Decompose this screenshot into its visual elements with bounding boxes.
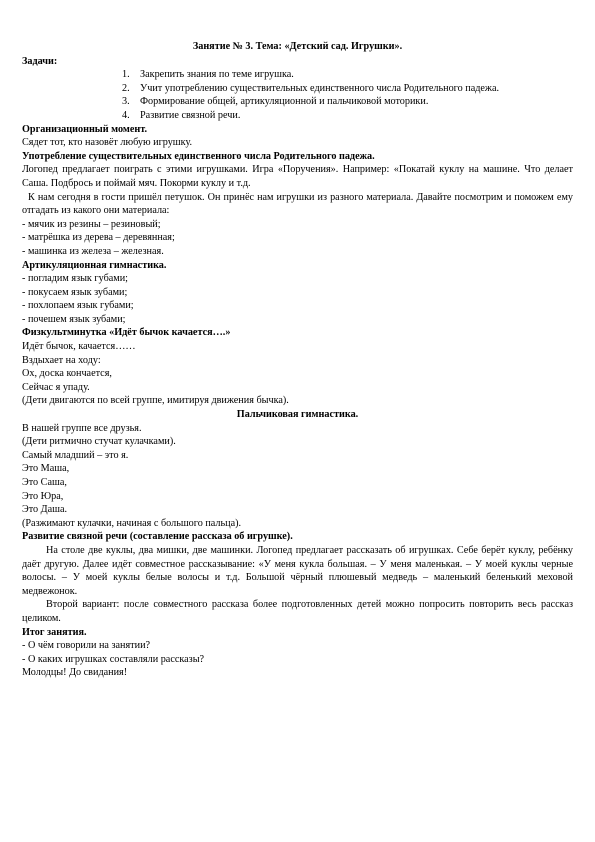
rooster-text: К нам сегодня в гости пришёл петушок. Он принёс нам игрушки из разного материала. Давайте посмотрим и поможем ему отгадать из какого они материала:: [22, 191, 573, 217]
poem-line: (Дети ритмично стучат кулачками).: [22, 436, 176, 448]
list-text: Закрепить знания по теме игрушка.: [140, 69, 294, 81]
artic-item: - погладим язык губами;: [22, 273, 129, 285]
finger-heading: Пальчиковая гимнастика.: [236, 409, 359, 421]
variant-text: Второй вариант: после совместного рассказа более подготовленных детей можно попросить повторить весь рассказ целиком.: [22, 599, 573, 624]
genitive-text: Логопед предлагает поиграть с этими игрушками. Игра «Поручения». Например: «Покатай куклу на машине. Что делает Саша. Подбрось и поймай мяч. Покорми куклу и т.д.: [22, 164, 573, 189]
list-text: Формирование общей, артикуляционной и пальчиковой моторики.: [140, 96, 429, 108]
poem-line: (Разжимают кулачки, начиная с большого пальца).: [22, 517, 242, 529]
poem-line: Идёт бычок, качается……: [22, 341, 136, 353]
summary-heading: Итог занятия.: [22, 626, 87, 638]
poem-line: Это Саша,: [22, 477, 67, 488]
artic-item: - почешем язык зубами;: [22, 313, 126, 325]
poem-line: Это Маша,: [22, 463, 70, 475]
fizm-heading: Физкультминутка «Идёт бычок качается….»: [22, 327, 231, 339]
tasks-heading: Задачи:: [22, 55, 58, 67]
artic-heading: Артикуляционная гимнастика.: [22, 259, 167, 271]
summary-line: Молодцы! До свидания!: [22, 667, 128, 679]
list-text: Учит употреблению существительных единственного числа Родительного падежа.: [140, 82, 500, 94]
org-heading: Организационный момент.: [22, 123, 147, 135]
list-number: 2.: [122, 82, 130, 94]
material-item: - машинка из железа – железная.: [22, 245, 164, 257]
list-number: 3.: [122, 96, 130, 108]
list-item: [122, 109, 573, 123]
genitive-heading: Употребление существительных единственного числа Родительного падежа.: [22, 150, 375, 162]
poem-line: В нашей группе все друзья.: [22, 422, 142, 434]
poem-line: Это Даша.: [22, 504, 68, 516]
list-item: [122, 95, 573, 109]
tasks-list: [22, 68, 573, 122]
summary-line: - О чём говорили на занятии?: [22, 640, 151, 652]
org-text: Сядет тот, кто назовёт любую игрушку.: [22, 137, 193, 149]
poem-line: Ох, доска кончается,: [22, 368, 112, 380]
poem-line: Вздыхает на ходу:: [22, 354, 101, 366]
artic-item: - похлопаем язык губами;: [22, 300, 134, 312]
poem-line: Это Юра,: [22, 490, 64, 502]
speech-text: На столе две куклы, два мишки, две машинки. Логопед предлагает рассказать об игрушках. Себе берёт куклу, ребёнку даёт другую. Далее идёт совместное рассказывание: «У меня кукла большая. – У меня маленькая. – У моей куклы черные волосы. – У моей куклы белые волосы и т.д. Большой чёрный плюшевый медведь – маленький беленький меховой медвежонок.: [22, 544, 573, 597]
artic-item: - покусаем язык зубами;: [22, 286, 128, 298]
material-item: - мячик из резины – резиновый;: [22, 218, 161, 230]
material-item: - матрёшка из дерева – деревянная;: [22, 232, 175, 244]
poem-line: Сейчас я упаду.: [22, 381, 90, 393]
list-number: 1.: [122, 69, 130, 81]
summary-line: - О каких игрушках составляли рассказы?: [22, 653, 205, 665]
list-item: [122, 82, 573, 96]
speech-heading: Развитие связной речи (составление рассказа об игрушке).: [22, 531, 293, 543]
list-number: 4.: [122, 109, 130, 121]
lesson-title: Занятие № 3. Тема: «Детский сад. Игрушки».: [192, 41, 403, 52]
list-text: Развитие связной речи.: [140, 109, 241, 121]
poem-line: Самый младший – это я.: [22, 449, 129, 461]
list-item: [122, 68, 573, 82]
poem-line: (Дети двигаются по всей группе, имитируя движения бычка).: [22, 395, 289, 407]
